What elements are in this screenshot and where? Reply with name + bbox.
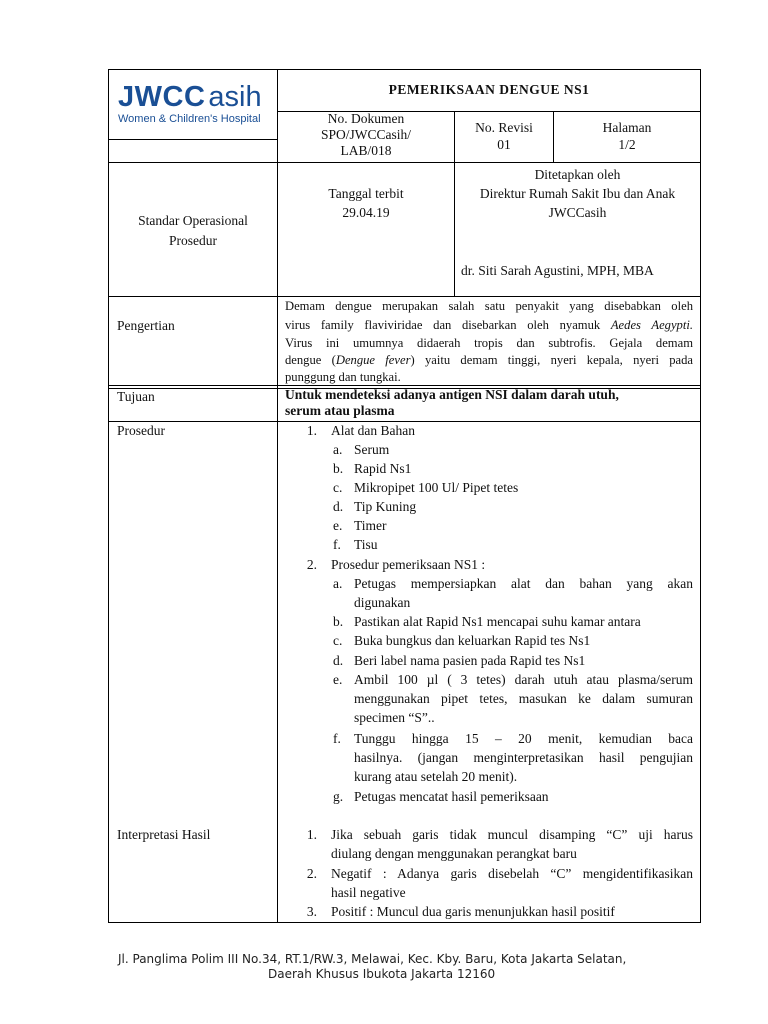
alat-bahan-title: Alat dan Bahan [331,423,415,438]
document-title: PEMERIKSAAN DENGUE NS1 [388,82,590,97]
ditetapkan-line-1: Ditetapkan oleh [534,167,621,182]
list-letter: c. [333,633,343,648]
list-number: 2. [306,866,317,881]
no-dokumen-value-1: SPO/JWCCasih/ [320,127,412,142]
pengertian-italic-species: Aedes Aegypti. [610,318,693,332]
pengertian-line-part: dengue ( [285,353,336,367]
no-revisi-label: No. Revisi [475,120,533,135]
list-letter: f. [333,537,341,552]
pengertian-label: Pengertian [117,318,175,333]
tanggal-terbit-label: Tanggal terbit [328,186,404,201]
prosedur-step-text: Tunggu hingga 15 – 20 menit, kemudian baca [354,731,693,746]
interpretasi-text: Negatif : Adanya garis disebelah “C” mengidentifikasikan [331,866,693,881]
prosedur-step-text: Beri label nama pasien pada Rapid tes Ns1 [354,653,586,668]
list-number: 3. [306,904,317,919]
prosedur-step-text: Pastikan alat Rapid Ns1 mencapai suhu kamar antara [354,614,641,629]
interpretasi-text: Positif : Muncul dua garis menunjukkan hasil positif [331,904,615,919]
sop-label-2: Prosedur [169,233,217,248]
halaman-value: 1/2 [618,137,636,152]
prosedur-step-text: Ambil 100 µl ( 3 tetes) darah utuh atau plasma/serum [354,672,693,687]
prosedur-step-text: digunakan [354,595,411,610]
interpretasi-label: Interpretasi Hasil [117,827,211,842]
alat-item: Tisu [354,537,378,552]
list-letter: b. [333,461,344,476]
list-number: 1. [306,827,317,842]
interpretasi-text: diulang dengan menggunakan perangkat baru [331,846,577,861]
list-letter: d. [333,653,344,668]
interpretasi-text: Jika sebuah garis tidak muncul disamping “C” uji harus [331,827,693,842]
tanggal-terbit-value: 29.04.19 [342,205,390,220]
no-dokumen-value-2: LAB/018 [340,143,392,158]
alat-item: Timer [354,518,387,533]
list-letter: c. [333,480,343,495]
sop-label-1: Standar Operasional [138,213,248,228]
list-letter: d. [333,499,344,514]
hospital-logo [118,82,268,130]
list-letter: b. [333,614,344,629]
no-revisi-value: 01 [497,137,511,152]
pengertian-line: Virus ini umumnya didaerah tropis dan subtrofis. Gejala demam [285,336,693,350]
alat-item: Mikropipet 100 Ul/ Pipet tetes [354,480,519,495]
prosedur-step-text: Buka bungkus dan keluarkan Rapid tes Ns1 [354,633,591,648]
prosedur-step-text: menggunakan pipet tetes, masukan ke dalam sumuran [354,691,693,706]
tujuan-label: Tujuan [117,389,155,404]
logo-asih: asih [208,81,262,113]
ditetapkan-line-3: JWCCasih [548,205,607,220]
pengertian-line: punggung dan tungkai. [285,370,401,384]
prosedur-step-text: Petugas mempersiapkan alat dan bahan yang akan [354,576,693,591]
list-letter: e. [333,672,343,687]
list-number: 2. [306,557,317,572]
prosedur-step-text: specimen “S”.. [354,710,435,725]
tujuan-line-1: Untuk mendeteksi adanya antigen NSI dalam darah utuh, [285,387,619,402]
logo-brand: JWCC [118,81,206,113]
list-letter: g. [333,789,344,804]
pengertian-italic-term: Dengue fever [335,353,411,367]
list-letter: a. [333,576,343,591]
pengertian-line-part: ) yaitu demam tinggi, nyeri kepala, nyeri pada [410,353,693,367]
prosedur-ns1-title: Prosedur pemeriksaan NS1 : [331,557,486,572]
alat-item: Serum [354,442,390,457]
tujuan-line-2: serum atau plasma [285,403,395,418]
list-letter: a. [333,442,343,457]
signatory-name: dr. Siti Sarah Agustini, MPH, MBA [461,263,654,278]
interpretasi-text: hasil negative [331,885,406,900]
alat-item: Rapid Ns1 [354,461,412,476]
prosedur-label: Prosedur [117,423,165,438]
list-number: 1. [306,423,317,438]
pengertian-line: Demam dengue merupakan salah satu penyakit yang disebabkan oleh [285,299,693,313]
halaman-label: Halaman [602,120,652,135]
footer-address-line-2: Daerah Khusus Ibukota Jakarta 12160 [268,967,496,981]
ditetapkan-line-2: Direktur Rumah Sakit Ibu dan Anak [479,186,676,201]
prosedur-step-text: hasilnya. (jangan menginterpretasikan hasil pengujian [354,750,693,765]
no-dokumen-label: No. Dokumen [327,111,405,126]
logo-subtitle: Women & Children's Hospital [118,113,261,125]
footer-address-line-1: Jl. Panglima Polim III No.34, RT.1/RW.3, Melawai, Kec. Kby. Baru, Kota Jakarta Selatan, [118,952,627,966]
pengertian-line-part: virus family flaviviridae dan disebarkan oleh nyamuk [285,318,611,332]
list-letter: f. [333,731,341,746]
prosedur-step-text: Petugas mencatat hasil pemeriksaan [354,789,549,804]
alat-item: Tip Kuning [354,499,417,514]
pengertian-line [285,316,693,335]
prosedur-step-text: kurang atau setelah 20 menit). [354,769,518,784]
list-letter: e. [333,518,343,533]
